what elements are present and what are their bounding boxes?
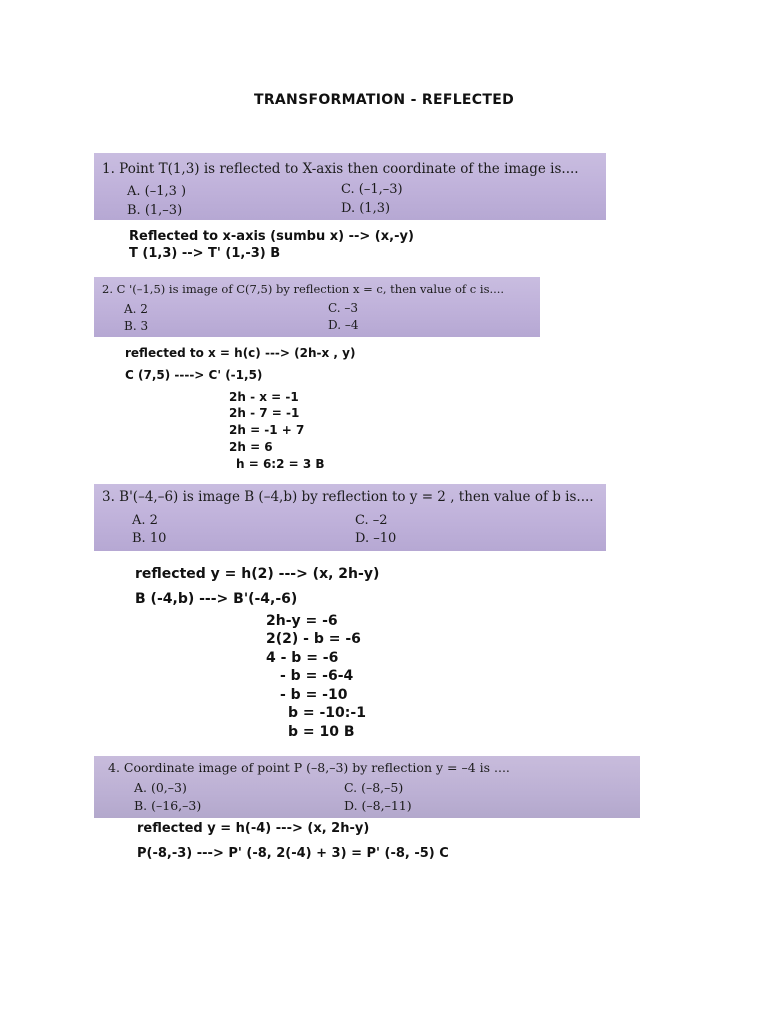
question-3-option-c: C. –2 bbox=[355, 513, 388, 528]
question-3-option-d: D. –10 bbox=[355, 531, 397, 546]
solution-3-line: reflected y = h(2) ---> (x, 2h-y) bbox=[135, 566, 380, 582]
question-2-stem: 2. C '(–1,5) is image of C(7,5) by reflection x = c, then value of c is.... bbox=[102, 282, 505, 296]
question-3-option-b: B. 10 bbox=[132, 531, 167, 546]
page-title: TRANSFORMATION - REFLECTED bbox=[253, 92, 515, 108]
solution-1-line: T (1,3) --> T' (1,-3) B bbox=[129, 246, 281, 261]
solution-3-line: b = 10 B bbox=[288, 724, 355, 740]
question-2-option-d: D. –4 bbox=[328, 318, 359, 332]
question-1-stem: 1. Point T(1,3) is reflected to X-axis then coordinate of the image is.... bbox=[102, 161, 579, 177]
solution-2-line: 2h = 6 bbox=[229, 440, 273, 454]
question-4-option-c: C. (–8,–5) bbox=[344, 780, 404, 795]
question-1-option-c: C. (–1,–3) bbox=[341, 182, 403, 197]
question-3-box bbox=[94, 484, 606, 551]
question-4-option-a: A. (0,–3) bbox=[134, 780, 187, 795]
solution-2-line: h = 6:2 = 3 B bbox=[236, 457, 325, 471]
question-4-box bbox=[94, 756, 640, 818]
solution-2-line: C (7,5) ----> C' (-1,5) bbox=[125, 368, 263, 382]
solution-3-line: 2h-y = -6 bbox=[266, 613, 338, 629]
solution-3-line: 2(2) - b = -6 bbox=[266, 631, 361, 647]
solution-3-line: b = -10:-1 bbox=[288, 705, 366, 721]
question-1-option-a: A. (–1,3 ) bbox=[127, 184, 187, 199]
question-1-option-b: B. (1,–3) bbox=[127, 203, 183, 218]
solution-3-line: 4 - b = -6 bbox=[266, 650, 339, 666]
question-4-stem: 4. Coordinate image of point P (–8,–3) by reflection y = –4 is .... bbox=[108, 760, 510, 775]
question-4-option-d: D. (–8,–11) bbox=[344, 798, 412, 813]
solution-4-line: reflected y = h(-4) ---> (x, 2h-y) bbox=[137, 821, 370, 836]
question-3-stem: 3. B'(–4,–6) is image B (–4,b) by reflection to y = 2 , then value of b is.... bbox=[102, 489, 594, 505]
question-3-option-a: A. 2 bbox=[132, 513, 158, 528]
question-2-option-b: B. 3 bbox=[124, 319, 149, 333]
solution-1-line: Reflected to x-axis (sumbu x) --> (x,-y) bbox=[129, 229, 414, 244]
solution-3-line: B (-4,b) ---> B'(-4,-6) bbox=[135, 591, 298, 607]
solution-4-line: P(-8,-3) ---> P' (-8, 2(-4) + 3) = P' (-8, -5) C bbox=[137, 846, 449, 861]
question-2-box bbox=[94, 277, 540, 337]
solution-2-line: reflected to x = h(c) ---> (2h-x , y) bbox=[125, 346, 356, 360]
question-1-box bbox=[94, 153, 606, 220]
question-2-option-a: A. 2 bbox=[124, 302, 148, 316]
question-2-option-c: C. –3 bbox=[328, 301, 359, 315]
solution-2-line: 2h = -1 + 7 bbox=[229, 423, 305, 437]
solution-3-line: - b = -10 bbox=[280, 687, 348, 703]
solution-2-line: 2h - 7 = -1 bbox=[229, 406, 300, 420]
solution-2-line: 2h - x = -1 bbox=[229, 390, 299, 404]
question-4-option-b: B. (–16,–3) bbox=[134, 798, 202, 813]
question-1-option-d: D. (1,3) bbox=[341, 201, 391, 216]
solution-3-line: - b = -6-4 bbox=[280, 668, 354, 684]
